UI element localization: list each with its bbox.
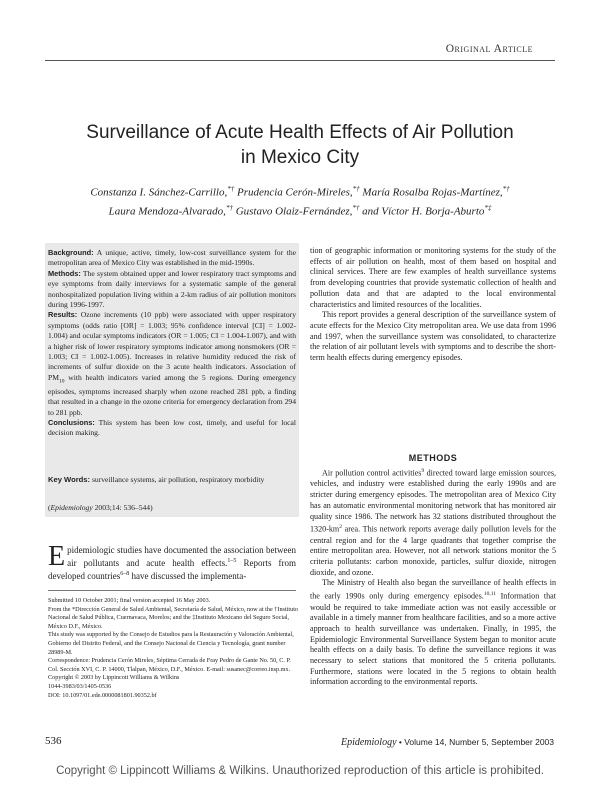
drop-cap: E <box>48 541 66 572</box>
abstract-background: Background: A unique, active, timely, low-cost surveillance system for the metropolitan area of Mexico City was established in the mid-1990s. <box>48 248 296 268</box>
intro-paragraph: Epidemiologic studies have documented the association between air pollutants and acute health effects.$^{1-5}$ Reports from developed countries$^{6-8}$ have discussed the implementa- <box>48 541 297 582</box>
citation: (Epidemiology 2003;14: 536–544) <box>48 503 153 512</box>
title-line-2: in Mexico City <box>240 147 360 168</box>
methods-heading: METHODS <box>408 453 458 463</box>
footnote-support: This study was supported by the Consejo de Estudios para la Restauración y Valoración Ambiental, Gobierno del Distrito Federal, and the Consejo Nacional de Ciencia y Tecnología, grant number 28989-M. <box>48 631 294 656</box>
section-label: Original Article <box>445 43 533 55</box>
abstract <box>48 248 296 439</box>
page-number: 536 <box>45 735 62 747</box>
author-list <box>55 182 545 219</box>
authors-line-1: Constanza I. Sánchez-Carrillo,*† Prudencia Cerón-Mireles,*† María Rosalba Rojas-Martínez,*† <box>90 185 510 199</box>
abstract-conclusions: Conclusions: This system has been low cost, timely, and useful for local decision making. <box>48 418 297 438</box>
footnote-copyright: Copyright © 2003 by Lippincott Williams & Wilkins <box>48 674 180 682</box>
footnote-issn: 1044-3983/03/1405-0536 <box>48 682 112 690</box>
footnote-correspondence: Correspondence: Prudencia Cerón Mireles, Séptima Cerrada de Fray Pedro de Gante No. 50, C. P. Col. Sección XVI, C. P. 14000, Tlalpan, México, D.F., México. E-mail: susanec@correo.insp.mx. <box>48 657 291 673</box>
footnotes <box>48 597 298 700</box>
footnote-affiliations: From the *Dirección General de Salud Ambiental, Secretaría de Salud, México, now at the †Instituto Nacional de Salud Pública, Cuernavaca, Morelos; and the ‡Instituto Mexicano del Seguro Social, México D.F., México. <box>48 605 299 630</box>
running-footer: Epidemiology • Volume 14, Number 5, September 2003 <box>340 737 554 748</box>
authors-line-2: Laura Mendoza-Alvarado,*† Gustavo Olaiz-Fernández,*† and Víctor H. Borja-Aburto*‡ <box>108 203 492 218</box>
copyright-notice: Copyright © Lippincott Williams & Wilkins. Unauthorized reproduction of this article is prohibited. <box>56 765 544 777</box>
header-rule <box>45 60 555 61</box>
abstract-results: Results: Ozone increments (10 ppb) were associated with upper respiratory symptoms (odds ratio [OR] = 1.003; 95% confidence interval [CI] = 1.002-1.004) and ocular symptoms indicators (OR = 1.005; CI = 1.004-1.007), and with a higher risk of lower respiratory symptoms indicator among nonsmokers (OR = 1.003; CI = 1.002-1.005). Increases in relative humidity reduced the risk of increments of sulfur dioxide on the 3 acute health indicators. Association of $PM_{10}$ with health indicators varied among the 5 regions. During emergency episodes, symptoms increased sharply when ozone reached 281 ppb, a finding that resulted in a change in the ozone criteria for emergency declaration from 294 to 281 ppb. <box>48 310 296 417</box>
intro-purpose: This report provides a general description of the surveillance system of acute effects for the Mexico City metropolitan area. We use data from 1996 and 1997, when the surveillance system was consolidated, to characterize the relation of air pollutant levels with symptoms and to describe the short-term health effects during emergency episodes. <box>310 310 556 363</box>
methods-section <box>310 466 556 688</box>
methods-paragraph-1: Air pollution control activities$^9$ directed toward large emission sources, vehicles, and industry were established during the early 1990s and are stricter during emergency episodes. The metropolitan area of Mexico City has an automatic environmental monitoring network that has monitored air quality since 1986. The network has 32 stations distributed throughout the $1320-km^2$ area. This network reports average daily pollution levels for the central region and for the 4 large quadrants that together comprise the entire metropolitan area. However, not all network stations monitor the 5 criteria pollutants: carbon monoxide, particles, sulfur dioxide, nitrogen dioxide, and ozone. <box>310 468 556 577</box>
footnote-doi: DOI: 10.1097/01.ede.0000081801.90352.bf <box>48 691 157 699</box>
title-line-1: Surveillance of Acute Health Effects of Air Pollution <box>86 122 514 143</box>
footnote-submitted: Submitted 10 October 2001; final version accepted 16 May 2003. <box>48 597 211 604</box>
abstract-methods: Methods: The system obtained upper and lower respiratory tract symptoms and eye symptoms from daily interviews for a systematic sample of the general nonhospitalized population living within a 2-km radius of air pollution monitors during 1996-1997. <box>48 268 296 310</box>
footnote-rule <box>48 590 296 591</box>
intro-continuation: tion of geographic information or monitoring systems for the study of the effects of air pollution on health, most of them based on hospital and clinical services. There are few examples of health surveillance systems from developing countries that provide systematic collection of health and pollution data and that are adapted to the local environmental characteristics and limited resources of the localities. <box>310 246 556 309</box>
methods-paragraph-2: The Ministry of Health also began the surveillance of health effects in the early 1990s only during emergency episodes.$^{10,11}$ Information that would be required to take immediate action was not easily accessible or available in a timely manner from healthcare facilities, and so a more active approach to health surveillance was undertaken. Finally, in 1995, the Epidemiologic Environmental Surveillance System began to monitor acute health effects on a daily basis. To define the surveillance regions it was necessary to select stations that monitored the 5 criteria pollutants. Furthermore, stations were located in the 5 regions to obtain health information according to the environmental reports. <box>310 578 556 687</box>
keywords: Key Words: surveillance systems, air pollution, respiratory morbidity <box>48 475 265 484</box>
article-title <box>60 120 540 170</box>
column-2-intro <box>310 246 556 364</box>
